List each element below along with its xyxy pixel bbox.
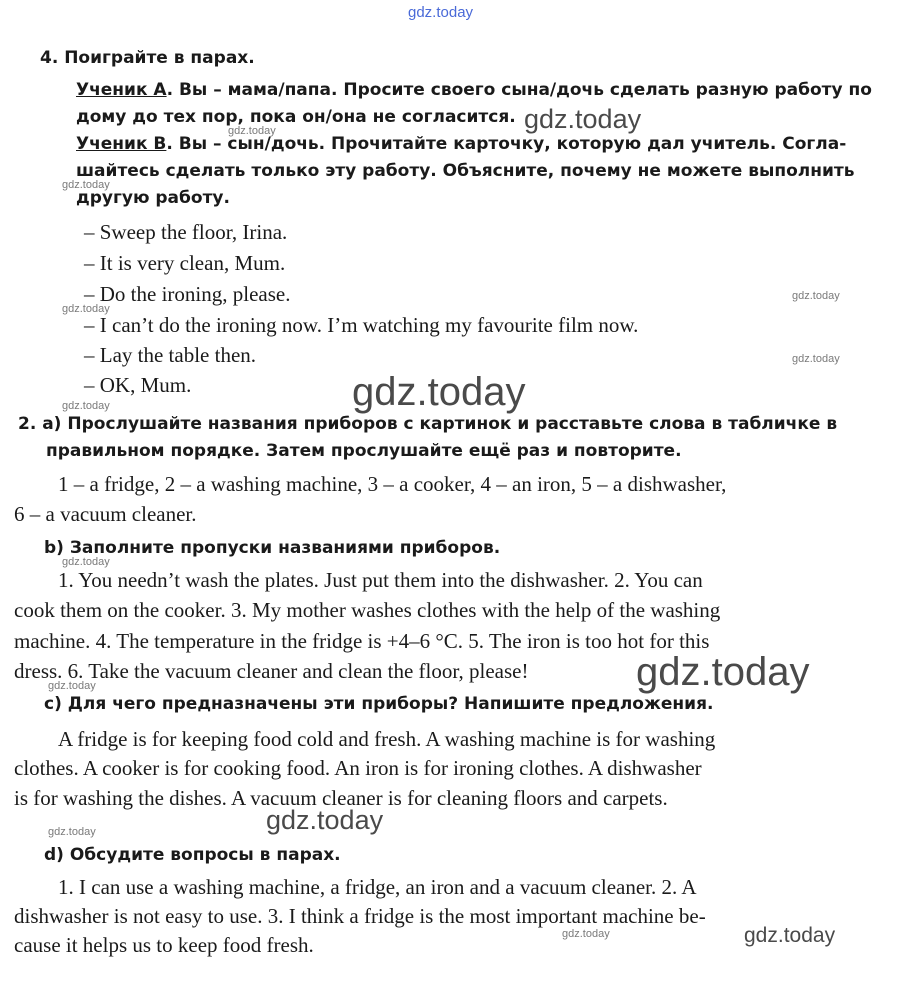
task2c-heading: c) Для чего предназначены эти приборы? Напишите предложения. <box>44 694 714 714</box>
studentB-label: Ученик В <box>76 134 167 154</box>
dialogue-line: – I can’t do the ironing now. I’m watching my favourite film now. <box>84 313 639 337</box>
watermark-large: gdz.today <box>524 104 642 134</box>
task2b-heading: b) Заполните пропуски названиями приборов. <box>44 538 501 558</box>
task2d-answer-line: cause it helps us to keep food fresh. <box>14 933 314 957</box>
task4-studentB-line3: другую работу. <box>76 188 230 208</box>
watermark-small: gdz.today <box>48 680 96 692</box>
task2c-answer-line: is for washing the dishes. A vacuum cleaner is for cleaning floors and carpets. <box>14 786 668 810</box>
dialogue-line: – OK, Mum. <box>84 373 192 397</box>
watermark-small: gdz.today <box>792 290 840 302</box>
watermark-small: gdz.today <box>48 826 96 838</box>
task2d-heading: d) Обсудите вопросы в парах. <box>44 845 341 865</box>
task4-studentB-line1 <box>76 134 846 154</box>
task2a-heading-line1: 2. а) Прослушайте названия приборов с картинок и расставьте слова в табличке в <box>18 414 838 434</box>
task4-heading: 4. Поиграйте в парах. <box>40 48 255 68</box>
task2b-answer-line: machine. 4. The temperature in the fridge is +4–6 °C. 5. The iron is too hot for this <box>14 629 710 653</box>
task2b-answer-line: cook them on the cooker. 3. My mother washes clothes with the help of the washing <box>14 598 721 622</box>
watermark-large: gdz.today <box>266 805 384 835</box>
studentA-text1: . Вы – мама/папа. Просите своего сына/дочь сделать разную работу по <box>166 80 872 100</box>
task2a-answer-line2: 6 – a vacuum cleaner. <box>14 502 197 526</box>
task2a-heading-line2: правильном порядке. Затем прослушайте ещё раз и повторите. <box>46 441 682 461</box>
dialogue-line: – Do the ironing, please. <box>84 282 291 306</box>
dialogue-line: – It is very clean, Mum. <box>84 251 286 275</box>
watermark-small: gdz.today <box>562 928 610 940</box>
studentB-text1: . Вы – сын/дочь. Прочитайте карточку, которую дал учитель. Согла- <box>166 134 847 154</box>
task2d-answer-line: 1. I can use a washing machine, a fridge, an iron and a vacuum cleaner. 2. A <box>58 875 697 899</box>
watermark-small: gdz.today <box>228 125 276 137</box>
dialogue-line: – Lay the table then. <box>84 343 257 367</box>
watermark-small: gdz.today <box>792 353 840 365</box>
task2b-answer-line: 1. You needn’t wash the plates. Just put them into the dishwasher. 2. You can <box>58 568 703 592</box>
studentA-label: Ученик А <box>76 80 167 100</box>
task2c-answer-line: clothes. A cooker is for cooking food. An iron is for ironing clothes. A dishwasher <box>14 756 702 780</box>
task2d-answer-line: dishwasher is not easy to use. 3. I think a fridge is the most important machine be- <box>14 904 706 928</box>
task2a-answer-line1: 1 – a fridge, 2 – a washing machine, 3 – a cooker, 4 – an iron, 5 – a dishwasher, <box>58 472 727 496</box>
watermark-small: gdz.today <box>62 400 110 412</box>
watermark-small: gdz.today <box>62 556 110 568</box>
dialogue-line: – Sweep the floor, Irina. <box>84 220 288 244</box>
task2b-answer-line: dress. 6. Take the vacuum cleaner and clean the floor, please! <box>14 659 529 683</box>
task2c-answer-line: A fridge is for keeping food cold and fresh. A washing machine is for washing <box>58 727 716 751</box>
watermark-top: gdz.today <box>408 4 474 21</box>
watermark-large: gdz.today <box>636 650 810 694</box>
watermark-small: gdz.today <box>62 303 110 315</box>
task4-studentB-line2: шайтесь сделать только эту работу. Объясните, почему не можете выполнить <box>76 161 855 181</box>
watermark-large: gdz.today <box>744 924 836 947</box>
task4-studentA-line2: дому до тех пор, пока он/она не согласится. <box>76 107 516 127</box>
watermark-large: gdz.today <box>352 370 526 414</box>
task4-studentA-line1 <box>76 80 872 100</box>
watermark-small: gdz.today <box>62 179 110 191</box>
